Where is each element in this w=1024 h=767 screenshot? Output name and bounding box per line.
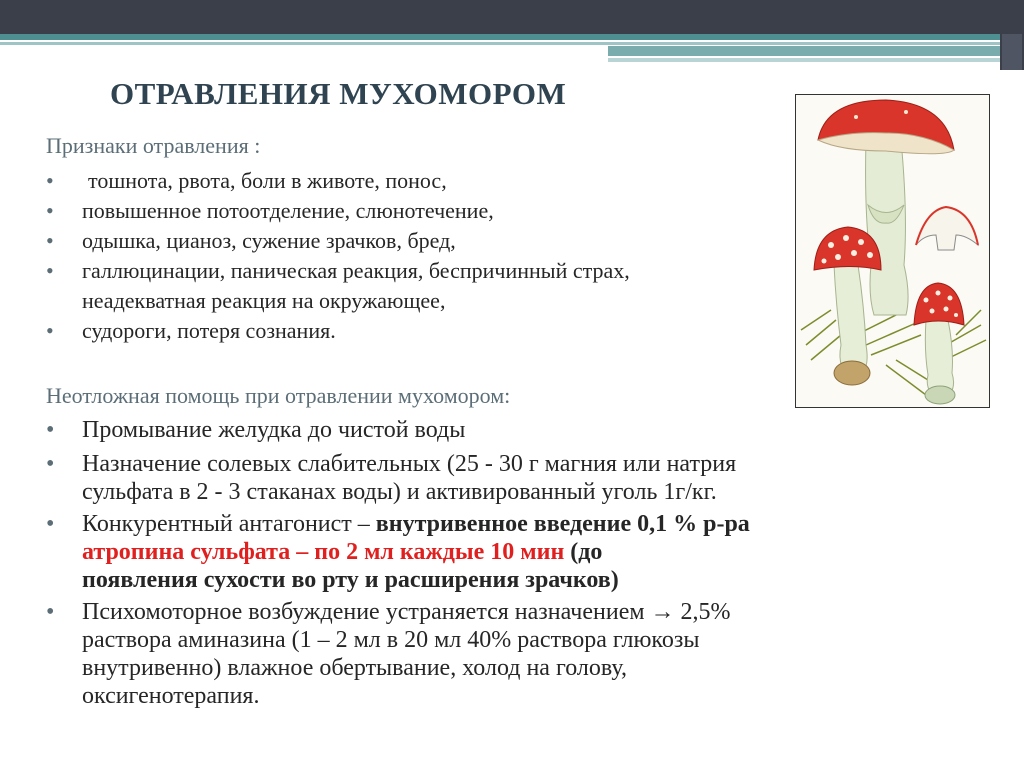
highlight-text: (до [564,539,603,565]
header-accent-line-thin [0,42,1000,45]
list-item-text: неадекватная реакция на окружающее, [82,288,446,313]
aid-list [46,416,1006,710]
header-corner-block [1000,0,1024,70]
list-item-text: повышенное потоотделение, слюнотечение, [82,198,494,223]
bullet-icon: • [46,451,55,477]
list-item-text: раствора аминазина (1 – 2 мл в 20 мл 40% раствора глюкозы [82,627,700,653]
header-accent-line [0,34,1000,40]
header-accent-step-thin [608,58,1000,62]
bullet-icon: • [46,511,55,537]
highlight-text: появления сухости во рту и расширения зрачков) [82,567,619,593]
list-item-text: оксигенотерапия. [82,683,260,709]
list-item [46,416,1006,444]
page-title: ОТРАВЛЕНИЯ МУХОМОРОМ [110,76,567,111]
list-item [46,450,1006,506]
bullet-icon: • [46,417,55,443]
header-band [0,0,1024,34]
list-item-text: сульфата в 2 - 3 стаканах воды) и активированный уголь 1г/кг. [82,479,717,505]
list-item-text: внутривенно) влажное обертывание, холод на голову, [82,655,627,681]
bullet-icon: • [46,258,54,283]
list-item-text: галлюцинации, паническая реакция, беспричинный страх, [82,258,630,283]
highlight-text: внутривенное введение 0,1 % р-ра [375,511,750,537]
list-item [46,510,1006,594]
list-item [46,598,1006,710]
aid-heading: Неотложная помощь при отравлении мухомором: [46,383,511,408]
fly-agaric-mushroom-illustration [795,94,990,408]
list-item-text: Конкурентный антагонист – [82,511,376,537]
list-item [46,256,806,316]
symptoms-list [46,166,806,346]
list-item [46,226,806,256]
bullet-icon: • [46,228,54,253]
list-item [46,316,806,346]
bullet-icon: • [46,168,54,193]
bullet-icon: • [46,198,54,223]
list-item-text: тошнота, рвота, боли в животе, понос, [88,168,447,193]
list-item-text: судороги, потеря сознания. [82,318,336,343]
list-item-text: Психомоторное возбуждение устраняется назначением → 2,5% [82,599,731,625]
header-accent-step [608,46,1000,56]
list-item-text: Назначение солевых слабительных (25 - 30 г магния или натрия [82,451,737,477]
mushroom-icon [796,95,990,408]
highlight-red-text: атропина сульфата – по 2 мл каждые 10 мин [82,539,565,565]
bullet-icon: • [46,599,55,625]
list-item [46,196,806,226]
list-item [46,166,806,196]
symptoms-heading: Признаки отравления : [46,133,261,158]
list-item-text: одышка, цианоз, сужение зрачков, бред, [82,228,456,253]
bullet-icon: • [46,318,54,343]
list-item-text: Промывание желудка до чистой воды [82,417,466,443]
